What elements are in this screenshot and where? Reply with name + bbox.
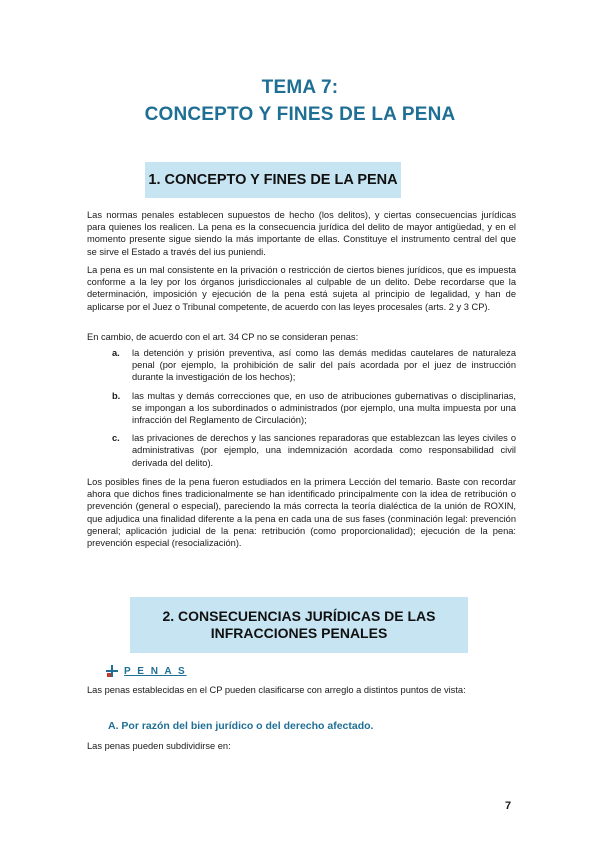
list-item-text: las privaciones de derechos y las sanciones reparadoras que establezcan las leyes civiles o administrativas (por ejemplo, una indemnización acordada como responsabilidad civil derivada del delito). [132, 433, 516, 468]
penas-heading [106, 665, 187, 677]
list-item-text: las multas y demás correcciones que, en uso de atribuciones gubernativas o disciplinarias, se impongan a los subordinados o administrados (por ejemplo, una multa impuesta por una infracción del Reglamento de Circulación); [132, 390, 516, 426]
list-marker: a. [112, 348, 120, 358]
paragraph-6: Las penas pueden subdividirse en: [87, 741, 231, 751]
paragraph-5: Las penas establecidas en el CP pueden clasificarse con arreglo a distintos puntos de vista: [87, 685, 466, 695]
list-marker: b. [112, 390, 121, 401]
section-2-heading-line-1: 2. CONSECUENCIAS JURÍDICAS DE LAS [162, 608, 436, 624]
penas-label: P E N A S [124, 665, 187, 677]
section-2-heading-line-2: INFRACCIONES PENALES [210, 625, 388, 641]
section-1-heading [145, 162, 401, 198]
subheading-a: A. Por razón del bien jurídico o del derecho afectado. [108, 720, 374, 732]
paragraph-3: En cambio, de acuerdo con el art. 34 CP no se consideran penas: [87, 332, 359, 342]
list-item [112, 390, 516, 427]
page-number: 7 [505, 800, 512, 812]
paragraph-4: Los posibles fines de la pena fueron estudiados en la primera Lección del temario. Baste con recordar ahora que dichos fines tradicionalmente se han identificado principalmente con la idea de retribución o prevención (general o especial), pareciendo la más correcta la teoría dialéctica de la unión de ROXIN, que adjudica una finalidad diferente a la pena en cada una de sus fases (conminación legal: prevención general; aplicación judicial de la pena: retribución (como proporcionalidad); ejecución de la pena: prevención especial (resocialización). [87, 477, 516, 549]
list-item [112, 432, 516, 469]
section-1-heading-text: 1. CONCEPTO Y FINES DE LA PENA [148, 172, 398, 188]
title-line-2: CONCEPTO Y FINES DE LA PENA [144, 104, 456, 125]
title-line-1: TEMA 7: [261, 77, 339, 98]
list-item-text: la detención y prisión preventiva, así como las demás medidas cautelares de naturaleza penal (por ejemplo, la prohibición de salir del país acordada por el juez de instrucción durante la investigación de los hechos); [132, 348, 516, 383]
paragraph-2: La pena es un mal consistente en la privación o restricción de ciertos bienes jurídicos, que es impuesta conforme a la ley por los órganos jurisdiccionales al culpable de un delito. Debe recordarse que la determinación, imposición y ejecución de la pena está sujeta al principio de legalidad, y han de aplicarse por el Juez o Tribunal competente, de acuerdo con las leyes procesales (arts. 2 y 3 CP). [87, 265, 516, 312]
section-2-heading [130, 597, 468, 653]
list-item [112, 347, 516, 384]
list-marker: c. [112, 433, 120, 444]
bullet-cross-icon [106, 665, 118, 677]
paragraph-1: Las normas penales establecen supuestos de hecho (los delitos), y ciertas consecuencias jurídicas para quienes los realicen. La pena es la consecuencia jurídica del delito de mayor antigüedad, y en el momento presente sigue siendo la más importante de ellas. Constituye el instrumento central del que se sirve el Estado a través del ius puniendi. [87, 210, 516, 257]
page-title [0, 74, 600, 128]
not-penalties-list [112, 347, 516, 475]
